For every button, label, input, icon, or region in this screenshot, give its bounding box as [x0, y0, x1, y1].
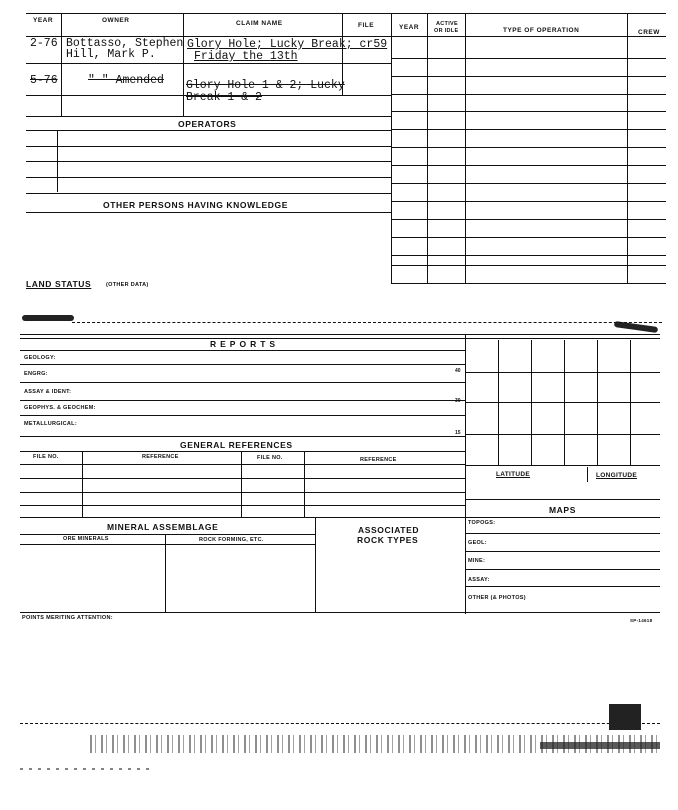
header-owner: OWNER — [102, 17, 130, 24]
header-file: FILE — [358, 22, 375, 29]
other-persons-heading: OTHER PERSONS HAVING KNOWLEDGE — [103, 200, 289, 210]
header-active: ACTIVE — [436, 21, 458, 27]
header-year-2: YEAR — [399, 24, 420, 31]
reports-heading: REPORTS — [210, 339, 280, 349]
ore-minerals-col: ORE MINERALS — [63, 536, 109, 542]
report-row-metallurgical: METALLURGICAL: — [24, 421, 77, 427]
dark-block — [609, 704, 641, 730]
report-number: 15 — [455, 430, 461, 436]
entry-claim: Friday the 13th — [194, 50, 298, 63]
rock-forming-col: ROCK FORMING, ETC. — [199, 537, 264, 543]
form-number: SP-14618 — [630, 618, 653, 623]
maps-heading: MAPS — [549, 505, 576, 515]
report-row-geology: GEOLOGY: — [24, 355, 56, 361]
maps-row-topogs: TOPOGS: — [468, 520, 496, 526]
header-crew: CREW — [638, 29, 660, 36]
header-type-of-operation: TYPE OF OPERATION — [503, 27, 580, 34]
entry-claim: Glory Hole; Lucky Break; cr59 — [187, 38, 388, 51]
points-meriting-attention: POINTS MERITING ATTENTION: — [22, 615, 113, 621]
entry-date: 2-76 — [30, 37, 58, 50]
report-row-assay: ASSAY & IDENT: — [24, 389, 72, 395]
header-claim-name: CLAIM NAME — [236, 20, 283, 27]
entry-claim: Break 1 & 2 — [186, 91, 262, 104]
longitude-label: LONGITUDE — [596, 472, 637, 479]
report-row-engrg: ENGRG: — [24, 371, 48, 377]
entry-claim: Glory Hole 1 & 2; Lucky — [186, 79, 345, 92]
report-number: 30 — [455, 398, 461, 404]
report-row-geophys: GEOPHYS. & GEOCHEM: — [24, 405, 96, 411]
ref-col-reference: REFERENCE — [142, 454, 179, 460]
report-number: 40 — [455, 368, 461, 374]
land-status-heading: LAND STATUS — [26, 279, 92, 289]
land-status-sub: (OTHER DATA) — [106, 282, 149, 288]
maps-row-other: OTHER (& PHOTOS) — [468, 595, 526, 601]
entry-owner: Bottasso, Stephen — [66, 37, 184, 50]
maps-row-mine: MINE: — [468, 558, 486, 564]
entry-owner: " " Amended — [88, 74, 164, 87]
maps-row-assay: ASSAY: — [468, 577, 490, 583]
ref-col-file-no-2: FILE NO. — [257, 455, 283, 461]
ink-mark — [22, 315, 74, 321]
entry-owner: Hill, Mark P. — [66, 48, 156, 61]
rock-types-heading: ROCK TYPES — [357, 535, 419, 545]
operators-heading: OPERATORS — [178, 119, 237, 129]
associated-heading: ASSOCIATED — [358, 525, 420, 535]
header-year: YEAR — [33, 17, 54, 24]
ref-col-file-no: FILE NO. — [33, 454, 59, 460]
mineral-assemblage-heading: MINERAL ASSEMBLAGE — [107, 522, 219, 532]
general-references-heading: GENERAL REFERENCES — [180, 440, 293, 450]
header-idle: OR IDLE — [434, 28, 459, 34]
maps-row-geol: GEOL: — [468, 540, 487, 546]
latitude-label: LATITUDE — [496, 471, 531, 478]
ref-col-reference-2: REFERENCE — [360, 457, 397, 463]
entry-date: 5-76 — [30, 74, 58, 87]
